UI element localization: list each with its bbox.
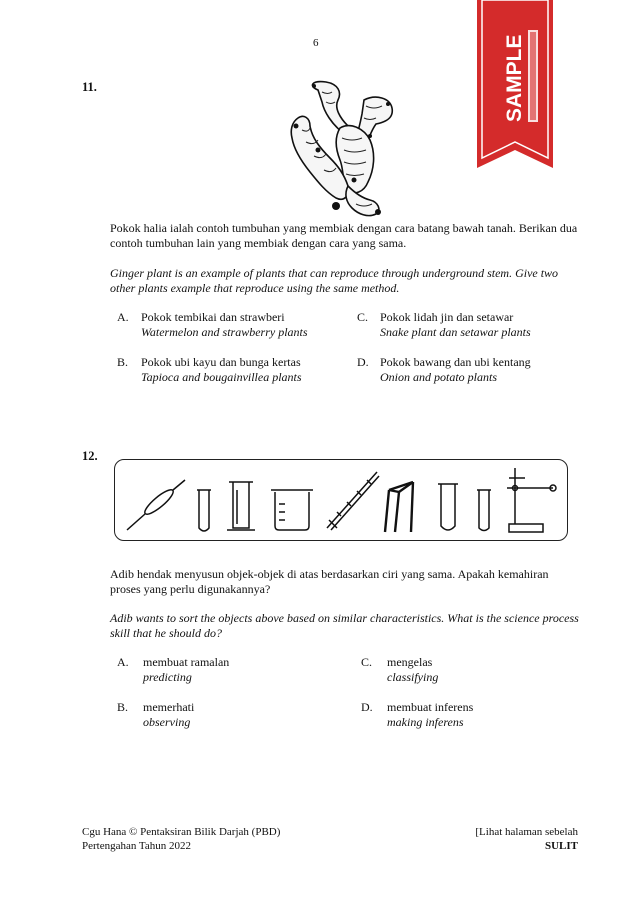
question-12-stem-english: Adib wants to sort the objects above based on similar characteristics. What is the science process skill that he should do? [110,611,579,640]
option-text-english: making inferens [387,715,464,729]
question-12-number: 12. [82,449,98,463]
apparatus-panel [114,459,568,541]
footer-term: Pertengahan Tahun 2022 [82,840,192,852]
retort-stand-icon [507,468,556,532]
pipette-icon [127,480,185,530]
sample-watermark [476,0,554,172]
option-text-english: Tapioca and bougainvillea plants [141,370,302,384]
question-11-stem-malay: Pokok halia ialah contoh tumbuhan yang membiak dengan cara batang bawah tanah. Berikan dua contoh tumbuhan lain yang membiak dengan cara yang sama. [110,221,578,250]
option-letter: B. [117,700,129,714]
option-text-english: Snake plant dan setawar plants [380,325,531,339]
test-tube-icon [438,484,458,530]
measuring-cylinder-icon [227,482,255,530]
footer-right [475,825,578,853]
option-text-malay: Pokok tembikai dan strawberi [141,310,285,324]
question-12-stem-malay: Adib hendak menyusun objek-objek di atas berdasarkan ciri yang sama. Apakah kemahiran proses yang perlu digunakannya? [110,567,549,596]
sample-text: SAMPLE [503,34,526,122]
option-letter: D. [357,355,369,369]
option-12-d[interactable] [361,700,581,730]
option-12-b[interactable] [117,700,347,730]
option-12-a[interactable] [117,655,347,685]
burette-icon [327,472,379,530]
option-text-malay: membuat ramalan [143,655,230,669]
page-number: 6 [313,37,319,49]
option-letter: A. [117,310,129,324]
option-letter: C. [357,310,369,324]
option-text-english: predicting [143,670,192,684]
tripod-stand-icon [385,482,413,532]
option-text-english: observing [143,715,191,729]
option-11-a[interactable] [117,310,347,340]
ginger-rhizome-image [278,78,406,220]
footer-sulit: SULIT [544,840,578,852]
option-12-c[interactable] [361,655,581,685]
footer-copyright: Cgu Hana © Pentaksiran Bilik Darjah (PBD) [82,826,281,838]
question-11-number: 11. [82,80,97,94]
question-11-stem-english: Ginger plant is an example of plants that can reproduce through underground stem. Give two other plants example that reproduce using the same method. [110,266,559,295]
test-tube-narrow-icon [477,490,491,531]
option-11-c[interactable] [357,310,577,340]
option-11-b[interactable] [117,355,347,385]
option-letter: B. [117,355,129,369]
option-text-english: Watermelon and strawberry plants [141,325,308,339]
option-text-english: Onion and potato plants [380,370,498,384]
test-tube-small-icon [197,490,211,531]
option-letter: A. [117,655,129,669]
option-letter: D. [361,700,373,714]
option-text-malay: Pokok ubi kayu dan bunga kertas [141,355,301,369]
option-text-malay: Pokok lidah jin dan setawar [380,310,514,324]
option-text-malay: memerhati [143,700,195,714]
footer-left [82,825,280,853]
option-11-d[interactable] [357,355,577,385]
footer-next-page: [Lihat halaman sebelah [475,826,578,838]
option-text-malay: Pokok bawang dan ubi kentang [380,355,531,369]
option-text-malay: membuat inferens [387,700,474,714]
option-letter: C. [361,655,373,669]
beaker-icon [271,490,313,530]
option-text-malay: mengelas [387,655,433,669]
option-text-english: classifying [387,670,439,684]
